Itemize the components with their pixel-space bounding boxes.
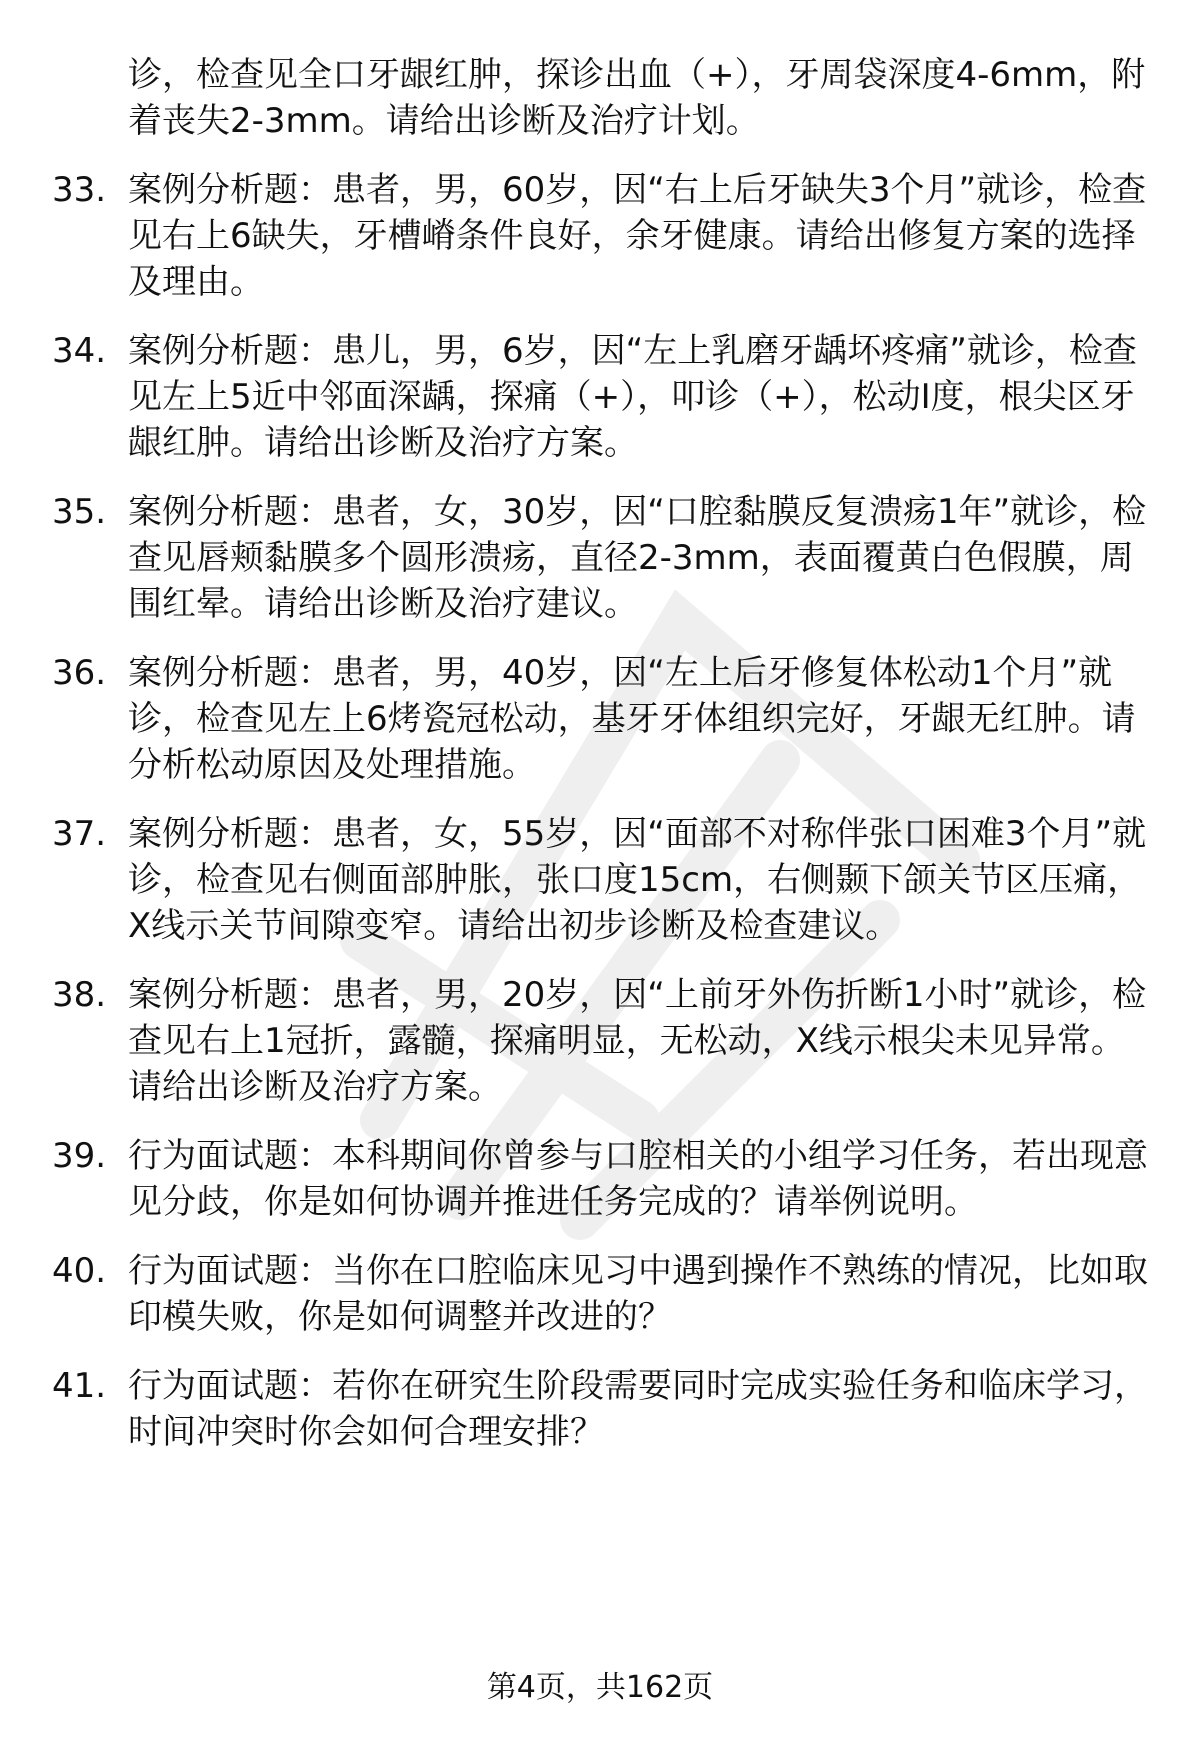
question-number: 41. bbox=[52, 1366, 107, 1406]
question-item bbox=[0, 489, 1200, 627]
question-text: 案例分析题：患儿，男，6岁，因“左上乳磨牙龋坏疼痛”就诊，检查见左上5近中邻面深龋，探痛（+），叩诊（+），松动Ⅰ度，根尖区牙龈红肿。请给出诊断及治疗方案。 bbox=[128, 331, 1137, 463]
question-item bbox=[0, 1248, 1200, 1340]
question-text: 案例分析题：患者，男，40岁，因“左上后牙修复体松动1个月”就诊，检查见左上6烤瓷冠松动，基牙牙体组织完好，牙龈无红肿。请分析松动原因及处理措施。 bbox=[128, 653, 1136, 785]
question-number: 33. bbox=[52, 170, 107, 210]
question-item bbox=[0, 167, 1200, 305]
question-text: 行为面试题：本科期间你曾参与口腔相关的小组学习任务，若出现意见分歧，你是如何协调并推进任务完成的？请举例说明。 bbox=[128, 1136, 1148, 1222]
question-item bbox=[0, 972, 1200, 1110]
question-item bbox=[0, 650, 1200, 788]
question-number: 36. bbox=[52, 653, 107, 693]
question-text: 行为面试题：当你在口腔临床见习中遇到操作不熟练的情况，比如取印模失败，你是如何调整并改进的？ bbox=[128, 1251, 1148, 1337]
question-number: 39. bbox=[52, 1136, 107, 1176]
question-text: 行为面试题：若你在研究生阶段需要同时完成实验任务和临床学习，时间冲突时你会如何合理安排？ bbox=[128, 1366, 1148, 1452]
question-number: 40. bbox=[52, 1251, 107, 1291]
continuation-text: 诊，检查见全口牙龈红肿，探诊出血（+），牙周袋深度4-6mm，附着丧失2-3mm。请给出诊断及治疗计划。 bbox=[128, 55, 1146, 141]
question-item bbox=[0, 811, 1200, 949]
question-item bbox=[0, 1363, 1200, 1455]
question-number: 38. bbox=[52, 975, 107, 1015]
question-text: 案例分析题：患者，男，20岁，因“上前牙外伤折断1小时”就诊，检查见右上1冠折，露髓，探痛明显，无松动，X线示根尖未见异常。请给出诊断及治疗方案。 bbox=[128, 975, 1147, 1107]
question-item bbox=[0, 328, 1200, 466]
question-number: 35. bbox=[52, 492, 107, 532]
question-text: 案例分析题：患者，女，30岁，因“口腔黏膜反复溃疡1年”就诊，检查见唇颊黏膜多个圆形溃疡，直径2-3mm，表面覆黄白色假膜，周围红晕。请给出诊断及治疗建议。 bbox=[128, 492, 1147, 624]
question-number: 34. bbox=[52, 331, 107, 371]
question-text: 案例分析题：患者，女，55岁，因“面部不对称伴张口困难3个月”就诊，检查见右侧面部肿胀，张口度15cm，右侧颞下颌关节区压痛，X线示关节间隙变窄。请给出初步诊断及检查建议。 bbox=[128, 814, 1147, 946]
question-list bbox=[0, 52, 1200, 1478]
question-item bbox=[0, 1133, 1200, 1225]
page-footer: 第4页，共162页 bbox=[486, 1670, 714, 1705]
question-text: 案例分析题：患者，男，60岁，因“右上后牙缺失3个月”就诊，检查见右上6缺失，牙槽嵴条件良好，余牙健康。请给出修复方案的选择及理由。 bbox=[128, 170, 1147, 302]
continuation-paragraph bbox=[0, 52, 1200, 144]
question-number: 37. bbox=[52, 814, 107, 854]
